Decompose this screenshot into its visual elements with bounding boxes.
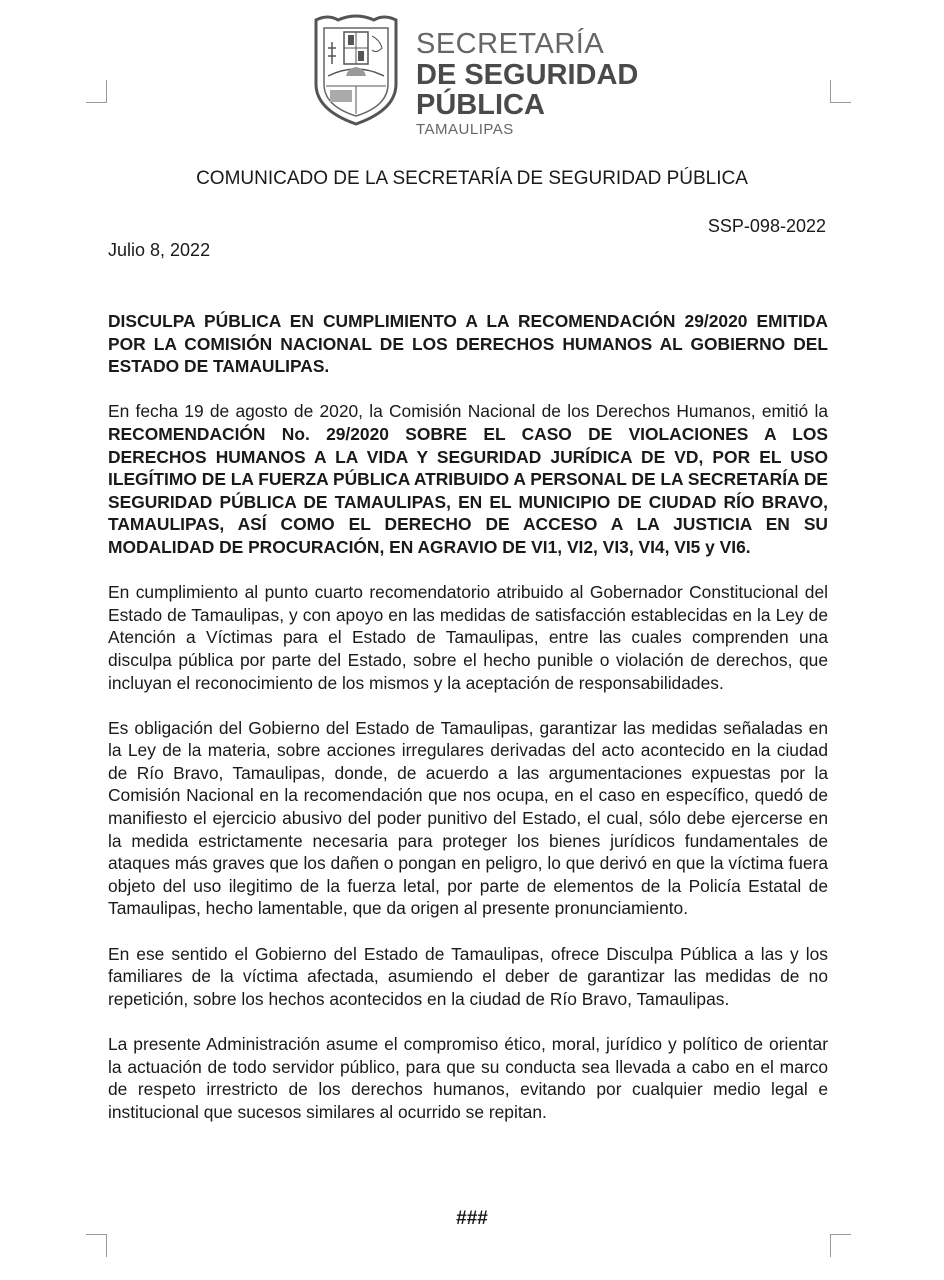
- document-date: Julio 8, 2022: [108, 240, 211, 260]
- ssp-logo: [308, 14, 638, 137]
- reference-number: SSP-098-2022: [707, 216, 826, 236]
- tamaulipas-coat-of-arms-icon: [308, 14, 404, 126]
- document-heading: DISCULPA PÚBLICA EN CUMPLIMIENTO A LA RECOMENDACIÓN 29/2020 EMITIDA POR LA COMISIÓN NACIONAL DE LOS DERECHOS HUMANOS AL GOBIERNO DEL ESTADO DE TAMAULIPAS.: [108, 311, 828, 377]
- logo-text-de-seguridad: DE SEGURIDAD: [416, 59, 639, 91]
- logo-text-secretaria: SECRETARÍA: [416, 28, 605, 60]
- document-body: [108, 310, 828, 1146]
- crop-mark-top-left: [86, 80, 107, 103]
- crop-mark-bottom-right: [830, 1234, 851, 1257]
- paragraph-5: La presente Administración asume el compromiso ético, moral, jurídico y político de orientar la actuación de todo servidor público, para que su conducta sea llevada a cabo en el marco de respeto irrestricto de los derechos humanos, evitando por cualquier medio legal e institucional que sucesos similares al ocurrido se repitan.: [108, 1034, 828, 1122]
- paragraph-3: Es obligación del Gobierno del Estado de Tamaulipas, garantizar las medidas señaladas en la Ley de la materia, sobre acciones irregulares derivadas del acto acontecido en la ciudad de Río Bravo, Tamaulipas, donde, de acuerdo a las argumentaciones expuestas por la Comisión Nacional en la recomendación que nos ocupa, en el caso en específico, quedó de manifiesto el ejercicio abusivo del poder punitivo del Estado, el cual, sólo debe ejercerse en la medida estrictamente necesaria para proteger los bienes jurídicos fundamentales de ataques más graves que los dañen o pongan en peligro, lo que derivó en que la víctima fuera objeto del uso ilegitimo de la fuerza letal, por parte de elementos de la Policía Estatal de Tamaulipas, hecho lamentable, que da origen al presente pronunciamiento.: [108, 717, 828, 919]
- end-mark: ###: [456, 1208, 488, 1229]
- logo-text-publica: PÚBLICA: [416, 89, 545, 121]
- crop-mark-top-right: [830, 80, 851, 103]
- paragraph-4: En ese sentido el Gobierno del Estado de Tamaulipas, ofrece Disculpa Pública a las y los familiares de la víctima afectada, asumiendo el deber de garantizar las medidas de no repetición, sobre los hechos acontecidos en la ciudad de Río Bravo, Tamaulipas.: [108, 943, 828, 1009]
- document-title: COMUNICADO DE LA SECRETARÍA DE SEGURIDAD PÚBLICA: [196, 168, 748, 189]
- paragraph-1: [108, 400, 828, 558]
- paragraph-1-intro: En fecha 19 de agosto de 2020, la Comisión Nacional de los Derechos Humanos, emitió la: [108, 401, 828, 422]
- logo-text-tamaulipas: TAMAULIPAS: [416, 121, 514, 138]
- crop-mark-bottom-left: [86, 1234, 107, 1257]
- paragraph-2: En cumplimiento al punto cuarto recomendatorio atribuido al Gobernador Constitucional del Estado de Tamaulipas, y con apoyo en las medidas de satisfacción establecidas en la Ley de Atención a Víctimas para el Estado de Tamaulipas, entre las cuales comprenden una disculpa pública por parte del Estado, sobre el hecho punible o violación de derechos, que incluyan el reconocimiento de los mismos y la aceptación de responsabilidades.: [108, 582, 828, 693]
- paragraph-1-recommendation: RECOMENDACIÓN No. 29/2020 SOBRE EL CASO DE VIOLACIONES A LOS DERECHOS HUMANOS A LA VIDA Y SEGURIDAD JURÍDICA DE VD, POR EL USO ILEGÍTIMO DE LA FUERZA PÚBLICA ATRIBUIDO A PERSONAL DE LA SECRETARÍA DE SEGURIDAD PÚBLICA DE TAMAULIPAS, EN EL MUNICIPIO DE CIUDAD RÍO BRAVO, TAMAULIPAS, ASÍ COMO EL DERECHO DE ACCESO A LA JUSTICIA EN SU MODALIDAD DE PROCURACIÓN, EN AGRAVIO DE VI1, VI2, VI3, VI4, VI5 y VI6.: [108, 423, 828, 557]
